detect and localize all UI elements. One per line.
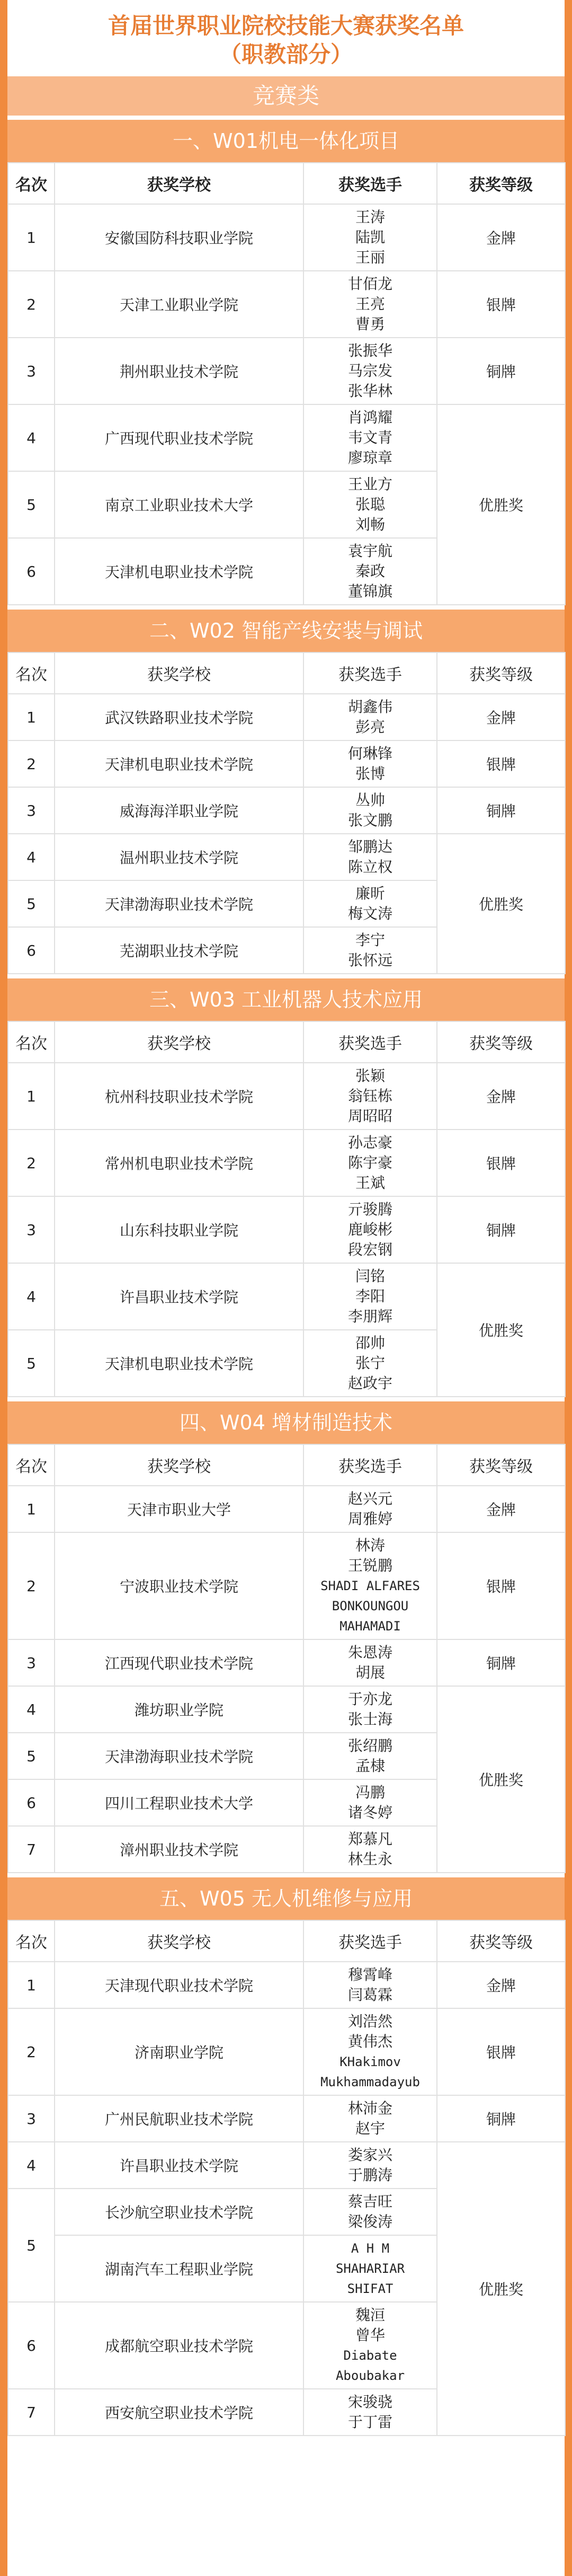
table-row <box>8 204 565 271</box>
rank-cell: 5 <box>8 1733 55 1779</box>
players-cell <box>303 471 437 538</box>
players-cell <box>303 1263 437 1330</box>
player-name: 梁俊涛 <box>347 2213 392 2230</box>
page-title <box>7 0 565 69</box>
school-cell: 天津渤海职业技术学院 <box>55 880 303 927</box>
player-name: 王锐鹏 <box>347 1557 392 1574</box>
header-rank: 名次 <box>8 652 55 694</box>
rank-cell: 1 <box>8 1063 55 1130</box>
level-cell: 金牌 <box>437 694 565 740</box>
school-cell: 武汉铁路职业技术学院 <box>55 694 303 740</box>
table-row <box>8 834 565 880</box>
rank-cell: 4 <box>8 1686 55 1733</box>
player-name: MAHAMADI <box>339 1619 401 1634</box>
player-name: 韦文青 <box>347 429 392 446</box>
level-cell: 银牌 <box>437 2008 565 2095</box>
level-cell: 优胜奖 <box>437 2142 565 2436</box>
table-row <box>8 1686 565 1733</box>
school-cell: 南京工业职业技术大学 <box>55 471 303 538</box>
player-name: 诸冬婷 <box>347 1804 392 1821</box>
school-cell: 江西现代职业技术学院 <box>55 1639 303 1686</box>
section-title: 二、W02 智能产线安装与调试 <box>7 610 565 652</box>
players-cell <box>303 338 437 404</box>
school-cell: 威海海洋职业学院 <box>55 787 303 834</box>
table-row <box>8 1263 565 1330</box>
level-cell: 金牌 <box>437 204 565 271</box>
header-school: 获奖学校 <box>55 163 303 204</box>
header-level: 获奖等级 <box>437 1021 565 1063</box>
players-cell <box>303 1196 437 1263</box>
table-row <box>8 271 565 338</box>
section-title: 一、W01机电一体化项目 <box>7 120 565 162</box>
school-cell: 天津机电职业技术学院 <box>55 740 303 787</box>
player-name: 刘浩然 <box>347 2013 392 2030</box>
player-name: Mukhammadayub <box>320 2075 420 2089</box>
players-cell <box>303 694 437 740</box>
player-name: 张文鹏 <box>347 811 392 829</box>
players-cell <box>303 1330 437 1397</box>
player-name: 肖鸿耀 <box>347 409 392 426</box>
header-rank: 名次 <box>8 163 55 204</box>
school-cell: 天津机电职业技术学院 <box>55 1330 303 1397</box>
level-cell: 优胜奖 <box>437 1686 565 1873</box>
player-name: 袁宇航 <box>347 542 392 560</box>
players-cell <box>303 1779 437 1826</box>
school-cell: 天津市职业大学 <box>55 1486 303 1532</box>
rank-cell: 6 <box>8 2302 55 2389</box>
rank-cell: 2 <box>8 1130 55 1196</box>
rank-cell: 6 <box>8 1779 55 1826</box>
table-row <box>8 1063 565 1130</box>
table-row <box>8 1486 565 1532</box>
header-rank: 名次 <box>8 1444 55 1486</box>
table-header-row <box>8 1920 565 1962</box>
title-line-1: 首届世界职业院校技能大赛获奖名单 <box>108 13 464 39</box>
rank-cell: 1 <box>8 204 55 271</box>
player-name: 马宗发 <box>347 362 392 380</box>
table-header-row <box>8 652 565 694</box>
players-cell <box>303 1486 437 1532</box>
rank-cell: 3 <box>8 1196 55 1263</box>
rank-cell: 4 <box>8 834 55 880</box>
rank-cell: 3 <box>8 1639 55 1686</box>
player-name: 胡展 <box>355 1664 385 1681</box>
player-name: 张士海 <box>347 1710 392 1728</box>
rank-cell: 5 <box>8 880 55 927</box>
player-name: 董锦旗 <box>347 583 392 600</box>
school-cell: 四川工程职业技术大学 <box>55 1779 303 1826</box>
rank-cell: 7 <box>8 2389 55 2436</box>
player-name: 张华林 <box>347 382 392 400</box>
table-row <box>8 740 565 787</box>
rank-cell: 5 <box>8 2189 55 2302</box>
players-cell <box>303 204 437 271</box>
level-cell: 银牌 <box>437 1532 565 1639</box>
rank-cell: 2 <box>8 271 55 338</box>
table-row <box>8 2142 565 2189</box>
player-name: 王亮 <box>355 295 385 313</box>
school-cell: 许昌职业技术学院 <box>55 2142 303 2189</box>
player-name: 段宏钢 <box>347 1241 392 1258</box>
level-cell: 铜牌 <box>437 2095 565 2142</box>
header-school: 获奖学校 <box>55 652 303 694</box>
header-players: 获奖选手 <box>303 1444 437 1486</box>
player-name: 蔡吉旺 <box>347 2193 392 2210</box>
section-title: 四、W04 增材制造技术 <box>7 1401 565 1444</box>
level-cell: 铜牌 <box>437 1639 565 1686</box>
players-cell <box>303 1532 437 1639</box>
player-name: 甘佰龙 <box>347 275 392 293</box>
level-cell: 优胜奖 <box>437 1263 565 1397</box>
player-name: 廉昕 <box>355 885 385 902</box>
school-cell: 漳州职业技术学院 <box>55 1826 303 1873</box>
players-cell <box>303 1733 437 1779</box>
rank-cell: 3 <box>8 787 55 834</box>
table-row <box>8 1532 565 1639</box>
rank-cell: 5 <box>8 471 55 538</box>
player-name: 张绍鹏 <box>347 1737 392 1754</box>
table-row <box>8 1196 565 1263</box>
table-row <box>8 404 565 471</box>
player-name: 赵兴元 <box>347 1490 392 1507</box>
player-name: 穆霄峰 <box>347 1966 392 1983</box>
rank-cell: 6 <box>8 927 55 974</box>
player-name: 李宁 <box>355 931 385 949</box>
table-row <box>8 787 565 834</box>
table-row <box>8 1962 565 2008</box>
school-cell: 温州职业技术学院 <box>55 834 303 880</box>
players-cell <box>303 787 437 834</box>
player-name: KHakimov <box>339 2054 401 2069</box>
school-cell: 广州民航职业技术学院 <box>55 2095 303 2142</box>
table-row <box>8 2008 565 2095</box>
rank-cell: 5 <box>8 1330 55 1397</box>
player-name: 孙志豪 <box>347 1134 392 1151</box>
players-cell <box>303 2189 437 2235</box>
header-players: 获奖选手 <box>303 652 437 694</box>
header-school: 获奖学校 <box>55 1920 303 1962</box>
player-name: 胡鑫伟 <box>347 698 392 716</box>
player-name: 周昭昭 <box>347 1107 392 1125</box>
award-table <box>7 1021 566 1397</box>
player-name: 于丁雷 <box>347 2413 392 2431</box>
award-table <box>7 162 566 605</box>
school-cell: 成都航空职业技术学院 <box>55 2302 303 2389</box>
rank-cell: 2 <box>8 2008 55 2095</box>
player-name: 周雅婷 <box>347 1510 392 1528</box>
player-name: 孟棣 <box>355 1757 385 1775</box>
rank-cell: 4 <box>8 2142 55 2189</box>
level-cell: 铜牌 <box>437 1196 565 1263</box>
player-name: 林涛 <box>355 1537 385 1554</box>
player-name: 宋骏骁 <box>347 2393 392 2411</box>
school-cell: 西安航空职业技术学院 <box>55 2389 303 2436</box>
level-cell: 银牌 <box>437 271 565 338</box>
player-name: 彭亮 <box>355 718 385 736</box>
player-name: 张宁 <box>355 1354 385 1372</box>
player-name: 陈立权 <box>347 858 392 876</box>
category-band: 竞赛类 <box>7 76 565 116</box>
player-name: 闫葛霖 <box>347 1986 392 2004</box>
player-name: 张颖 <box>355 1067 385 1084</box>
player-name: 丛帅 <box>355 791 385 809</box>
player-name: 张聪 <box>355 496 385 513</box>
award-table <box>7 1920 566 2436</box>
level-cell: 优胜奖 <box>437 404 565 605</box>
rank-cell: 7 <box>8 1826 55 1873</box>
school-cell: 常州机电职业技术学院 <box>55 1130 303 1196</box>
school-cell: 长沙航空职业技术学院 <box>55 2189 303 2235</box>
table-header-row <box>8 1444 565 1486</box>
player-name: 娄家兴 <box>347 2146 392 2164</box>
player-name: 林沛金 <box>347 2099 392 2117</box>
rank-cell: 3 <box>8 338 55 404</box>
player-name: 李朋辉 <box>347 1308 392 1325</box>
player-name: 陆凯 <box>355 228 385 246</box>
rank-cell: 4 <box>8 1263 55 1330</box>
school-cell: 潍坊职业学院 <box>55 1686 303 1733</box>
player-name: 邹鹏达 <box>347 838 392 855</box>
players-cell <box>303 1826 437 1873</box>
header-players: 获奖选手 <box>303 163 437 204</box>
document-frame <box>7 0 565 2576</box>
player-name: BONKOUNGOU <box>332 1599 409 1613</box>
player-name: SHIFAT <box>347 2281 394 2296</box>
player-name: 王斌 <box>355 1174 385 1192</box>
school-cell: 杭州科技职业技术学院 <box>55 1063 303 1130</box>
rank-cell: 3 <box>8 2095 55 2142</box>
school-cell: 天津机电职业技术学院 <box>55 538 303 605</box>
level-cell: 铜牌 <box>437 787 565 834</box>
players-cell <box>303 404 437 471</box>
school-cell: 湖南汽车工程职业学院 <box>55 2235 303 2302</box>
level-cell: 银牌 <box>437 1130 565 1196</box>
table-row <box>8 2095 565 2142</box>
player-name: 闫铭 <box>355 1267 385 1285</box>
player-name: 秦政 <box>355 562 385 580</box>
level-cell: 银牌 <box>437 740 565 787</box>
player-name: 曹勇 <box>355 315 385 333</box>
table-row <box>8 1130 565 1196</box>
players-cell <box>303 834 437 880</box>
school-cell: 广西现代职业技术学院 <box>55 404 303 471</box>
player-name: 张振华 <box>347 342 392 359</box>
players-cell <box>303 2302 437 2389</box>
players-cell <box>303 1962 437 2008</box>
rank-cell: 1 <box>8 694 55 740</box>
player-name: SHADI ALFARES <box>320 1578 420 1593</box>
player-name: Diabate <box>343 2348 397 2363</box>
header-level: 获奖等级 <box>437 652 565 694</box>
players-cell <box>303 2389 437 2436</box>
sections-container <box>7 120 565 2436</box>
header-level: 获奖等级 <box>437 1920 565 1962</box>
player-name: 于鹏涛 <box>347 2166 392 2184</box>
player-name: 廖琼章 <box>347 449 392 466</box>
header-level: 获奖等级 <box>437 163 565 204</box>
player-name: 黄伟杰 <box>347 2033 392 2050</box>
header-school: 获奖学校 <box>55 1444 303 1486</box>
rank-cell: 4 <box>8 404 55 471</box>
players-cell <box>303 2008 437 2095</box>
player-name: 赵宇 <box>355 2120 385 2137</box>
rank-cell: 1 <box>8 1962 55 2008</box>
header-players: 获奖选手 <box>303 1920 437 1962</box>
level-cell: 铜牌 <box>437 338 565 404</box>
player-name: 魏洹 <box>355 2306 385 2324</box>
player-name: 张怀远 <box>347 951 392 969</box>
level-cell: 金牌 <box>437 1063 565 1130</box>
players-cell <box>303 740 437 787</box>
school-cell: 天津现代职业技术学院 <box>55 1962 303 2008</box>
level-cell: 金牌 <box>437 1962 565 2008</box>
school-cell: 许昌职业技术学院 <box>55 1263 303 1330</box>
level-cell: 优胜奖 <box>437 834 565 974</box>
player-name: 陈宇豪 <box>347 1154 392 1171</box>
school-cell: 芜湖职业技术学院 <box>55 927 303 974</box>
player-name: 郑慕凡 <box>347 1830 392 1848</box>
players-cell <box>303 927 437 974</box>
player-name: 于亦龙 <box>347 1690 392 1708</box>
player-name: 李阳 <box>355 1287 385 1305</box>
rank-cell: 2 <box>8 740 55 787</box>
player-name: 鹿峻彬 <box>347 1221 392 1238</box>
school-cell: 荆州职业技术学院 <box>55 338 303 404</box>
school-cell: 天津渤海职业技术学院 <box>55 1733 303 1779</box>
rank-cell: 6 <box>8 538 55 605</box>
header-school: 获奖学校 <box>55 1021 303 1063</box>
players-cell <box>303 880 437 927</box>
player-name: 曾华 <box>355 2326 385 2344</box>
rank-cell: 1 <box>8 1486 55 1532</box>
players-cell <box>303 1063 437 1130</box>
award-table <box>7 652 566 974</box>
player-name: Aboubakar <box>335 2368 405 2383</box>
player-name: 邵帅 <box>355 1334 385 1352</box>
players-cell <box>303 1686 437 1733</box>
level-cell: 金牌 <box>437 1486 565 1532</box>
table-row <box>8 694 565 740</box>
player-name: 何琳锋 <box>347 745 392 762</box>
player-name: 朱恩涛 <box>347 1644 392 1661</box>
table-row <box>8 338 565 404</box>
school-cell: 安徽国防科技职业学院 <box>55 204 303 271</box>
school-cell: 宁波职业技术学院 <box>55 1532 303 1639</box>
header-players: 获奖选手 <box>303 1021 437 1063</box>
school-cell: 济南职业学院 <box>55 2008 303 2095</box>
player-name: 冯鹏 <box>355 1784 385 1801</box>
player-name: 赵政宇 <box>347 1374 392 1392</box>
award-table <box>7 1444 566 1873</box>
players-cell <box>303 2235 437 2302</box>
players-cell <box>303 1639 437 1686</box>
player-name: 亓骏腾 <box>347 1201 392 1218</box>
section-title: 三、W03 工业机器人技术应用 <box>7 978 565 1021</box>
title-line-2: （职教部分） <box>219 41 353 67</box>
header-rank: 名次 <box>8 1021 55 1063</box>
school-cell: 山东科技职业学院 <box>55 1196 303 1263</box>
player-name: 林生永 <box>347 1850 392 1868</box>
player-name: 王涛 <box>355 208 385 226</box>
player-name: 王丽 <box>355 249 385 266</box>
player-name: 梅文涛 <box>347 905 392 922</box>
players-cell <box>303 2095 437 2142</box>
player-name: 刘畅 <box>355 516 385 533</box>
header-rank: 名次 <box>8 1920 55 1962</box>
players-cell <box>303 538 437 605</box>
players-cell <box>303 2142 437 2189</box>
players-cell <box>303 271 437 338</box>
section-title: 五、W05 无人机维修与应用 <box>7 1877 565 1920</box>
player-name: 翁钰栋 <box>347 1087 392 1105</box>
school-cell: 天津工业职业学院 <box>55 271 303 338</box>
table-header-row <box>8 1021 565 1063</box>
rank-cell: 2 <box>8 1532 55 1639</box>
player-name: SHAHARIAR <box>335 2261 405 2276</box>
player-name: 张博 <box>355 765 385 782</box>
table-row <box>8 1639 565 1686</box>
players-cell <box>303 1130 437 1196</box>
player-name: A H M <box>351 2241 390 2256</box>
header-level: 获奖等级 <box>437 1444 565 1486</box>
table-header-row <box>8 163 565 204</box>
player-name: 王业方 <box>347 475 392 493</box>
